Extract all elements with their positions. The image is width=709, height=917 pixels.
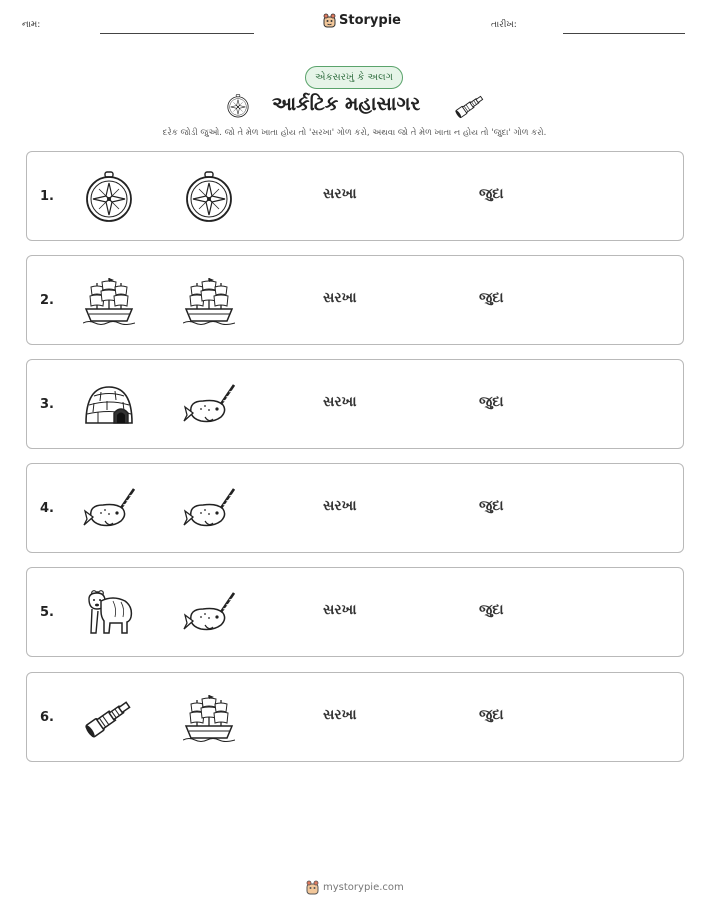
question-number: 3. [40,397,54,412]
different-option[interactable]: જુદા [479,290,504,306]
question-row [26,672,684,762]
narwhal-icon [83,483,135,535]
question-number: 5. [40,605,54,620]
question-row [26,255,684,345]
same-option[interactable]: સરખા [323,498,357,514]
instructions: દરેક જોડી જુઓ. જો તે મેળ ખાતા હોય તો 'સરખા' ગોળ કરો, અથવા જો તે મેળ ખાતા ન હોય તો 'જુદા' ગોળ કરો. [162,128,547,138]
page-title: આર્કટિક મહાસાગર [272,93,421,115]
question-number: 2. [40,293,54,308]
igloo-icon [83,379,135,431]
polar-bear-icon [83,587,135,639]
date-line[interactable] [563,33,685,34]
title-row [226,91,486,121]
ship-icon [83,275,135,327]
ship-icon [183,692,235,744]
question-row [26,463,684,553]
same-option[interactable]: સરખા [323,602,357,618]
ship-icon [183,275,235,327]
different-option[interactable]: જુદા [479,186,504,202]
question-number: 4. [40,501,54,516]
storypie-mascot-icon [306,880,319,895]
narwhal-icon [183,379,235,431]
date-label: તારીખ: [491,20,517,30]
name-line[interactable] [100,33,254,34]
name-label: નામ: [22,20,41,30]
storypie-mascot-icon [323,13,336,28]
brand-name: Storypie [339,13,401,28]
question-row [26,151,684,241]
narwhal-icon [183,587,235,639]
different-option[interactable]: જુદા [479,394,504,410]
topic-pill: એકસરખું કે અલગ [305,66,403,89]
compass-icon [226,94,250,118]
question-number: 6. [40,710,54,725]
telescope-icon [454,90,486,122]
same-option[interactable]: સરખા [323,394,357,410]
compass-icon [83,171,135,223]
different-option[interactable]: જુદા [479,498,504,514]
same-option[interactable]: સરખા [323,290,357,306]
telescope-icon [83,692,135,744]
compass-icon [183,171,235,223]
different-option[interactable]: જુદા [479,602,504,618]
same-option[interactable]: સરખા [323,707,357,723]
footer-url[interactable]: mystorypie.com [323,882,404,893]
question-number: 1. [40,189,54,204]
narwhal-icon [183,483,235,535]
brand-logo [323,13,401,28]
different-option[interactable]: જુદા [479,707,504,723]
question-row [26,567,684,657]
question-row [26,359,684,449]
same-option[interactable]: સરખા [323,186,357,202]
footer [306,880,404,895]
